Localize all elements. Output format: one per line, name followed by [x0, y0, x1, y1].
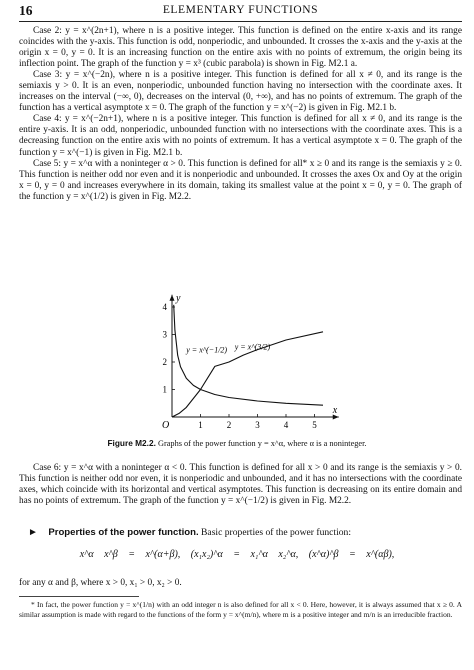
- main-text: [19, 26, 462, 203]
- paragraph-case-5: Case 5: y = x^α with a noninteger α > 0. This function is defined for all* x ≥ 0 and its range is the semiaxis y ≥ 0. This function is neither odd nor even and it is nonperiodic and unbounded. It crosses the axes Ox and Oy at the origin x = 0, y = 0 and increases everywhere in its domain, taking its smallest value at the point x = 0, y = 0. The graph of the function y = x^(1/2) is given in Fig. M2.2.: [19, 158, 462, 202]
- figure-m2-2: [150, 281, 350, 436]
- footnote-rule: [19, 596, 139, 597]
- figure-caption-text: Graphs of the power function y = x^α, where α is a noninteger.: [157, 439, 367, 448]
- y-tick-label: 1: [162, 384, 167, 395]
- footnote: * In fact, the power function y = x^(1/n) with an odd integer n is also defined for all x < 0. Here, however, it is always assumed that x ≥ 0. A similar assumption is made with regard to the functions of the form y = x^(m/n), where m is a positive integer and m/n is an irreducible fraction.: [19, 600, 462, 619]
- case-6-text: [19, 463, 462, 507]
- chart-curves: [172, 305, 323, 417]
- y-tick-label: 3: [162, 329, 167, 340]
- paragraph-case-2: Case 2: y = x^(2n+1), where n is a positive integer. This function is defined on the entire x-axis and its range coincides with the y-axis. This function is odd, nonperiodic, and unbounded. It crosses the x-axis and the y-axis at the origin x = 0, y = 0. It is an increasing function on the entire axis with no points of extremum, the origin being its inflection point. The graph of the function y = x³ (cubic parabola) is shown in Fig. M2.1 a.: [19, 26, 462, 70]
- origin-label: O: [162, 420, 170, 431]
- figure-caption-label: Figure M2.2.: [107, 438, 156, 448]
- y-axis-label: y: [176, 292, 181, 304]
- x-tick-label: 5: [312, 420, 317, 430]
- curve-label-three-halves: y = x^(3/2): [234, 342, 271, 352]
- power-properties-formula: x^α x^β = x^(α+β), (x₁x₂)^α = x₁^α x₂^α, (x^α)^β = x^(αβ),: [79, 549, 395, 560]
- figure-caption: [40, 438, 434, 449]
- page-header: [19, 3, 462, 22]
- section-heading: Properties of the power function.: [48, 527, 199, 538]
- curve-label-inverse-sqrt: y = x^(−1/2): [186, 345, 228, 355]
- paragraph-case-3: Case 3: y = x^(−2n), where n is a positive integer. This function is defined for all x ≠ 0, and its range is the semiaxis y > 0. It is an even, nonperiodic, unbounded function having no intersection with the coordinate axes. It increases on the interval (−∞, 0), decreases on the interval (0, +∞), and has no points of extremum. The graph of the function has a vertical asymptote x = 0. The graph of the function y = x^(−2) is given in Fig. M2.1 b.: [19, 70, 462, 114]
- x-tick-label: 1: [198, 420, 203, 430]
- y-axis-arrow: [170, 295, 175, 301]
- section-arrow-icon: ►: [28, 527, 38, 538]
- formula-conditions: for any α and β, where x > 0, x₁ > 0, x₂ > 0.: [19, 578, 182, 588]
- x-tick-label: 2: [226, 420, 232, 430]
- properties-section: [28, 527, 462, 538]
- paragraph-case-6: Case 6: y = x^α with a noninteger α < 0. This function is defined for all x > 0 and its range is the semiaxis y > 0. This function is neither odd nor even, it is nonperiodic and unbounded, and it has no intersections with the coordinate axes, which coincide with its horizontal and vertical asymptotes. This function is decreasing on its entire domain and has no points of extremum. The graph of the function y = x^(−1/2) is given in Fig. M2.2.: [19, 463, 462, 507]
- y-tick-label: 2: [162, 357, 167, 367]
- power-function-chart: [150, 281, 350, 436]
- chart-ticks: [163, 302, 318, 430]
- x-tick-label: 3: [255, 420, 260, 430]
- curve-inverse-sqrt: [174, 305, 323, 405]
- running-title: ELEMENTARY FUNCTIONS: [162, 4, 319, 16]
- x-tick-label: 4: [283, 420, 289, 430]
- section-intro: Basic properties of the power function:: [201, 527, 352, 538]
- x-axis-label: x: [332, 405, 338, 416]
- y-tick-label: 4: [162, 302, 167, 312]
- paragraph-case-4: Case 4: y = x^(−2n+1), where n is a positive integer. This function is defined for all x ≠ 0, and its range is the entire y-axis. It is an odd, nonperiodic, unbounded function with no intersections with the coordinate axes. This is a decreasing function on the entire axis with no points of extremum. It has a vertical asymptote x = 0. The graph of the function y = x^(−1) is given in Fig. M2.1 b.: [19, 114, 462, 158]
- page-number: 16: [19, 3, 33, 18]
